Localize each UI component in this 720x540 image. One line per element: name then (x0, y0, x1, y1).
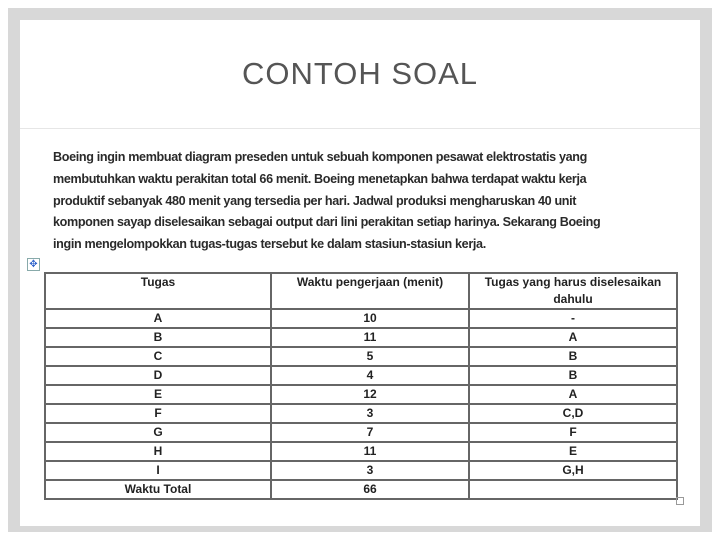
paragraph-line: membutuhkan waktu perakitan total 66 menit. Boeing menetapkan bahwa terdapat waktu kerja (53, 171, 587, 186)
table-cell: B (45, 328, 271, 347)
table-row (45, 480, 677, 499)
table-cell: A (45, 309, 271, 328)
table-cell: F (45, 404, 271, 423)
table-row (45, 347, 677, 366)
header-cell: Waktu pengerjaan (menit) (271, 273, 469, 309)
table-cell: 11 (271, 442, 469, 461)
problem-paragraph (53, 147, 693, 256)
table-cell: 11 (271, 328, 469, 347)
table-cell: 4 (271, 366, 469, 385)
table-cell: H (45, 442, 271, 461)
table-cell: B (469, 347, 677, 366)
table-cell: F (469, 423, 677, 442)
table-cell: G (45, 423, 271, 442)
table-cell: 7 (271, 423, 469, 442)
table-resize-handle[interactable] (676, 497, 684, 505)
table-row (45, 366, 677, 385)
table-cell: B (469, 366, 677, 385)
table-cell: 12 (271, 385, 469, 404)
table-row (45, 385, 677, 404)
table-cell: 5 (271, 347, 469, 366)
table-cell: E (469, 442, 677, 461)
table-cell: C (45, 347, 271, 366)
table-cell (469, 480, 677, 499)
table-cell: Waktu Total (45, 480, 271, 499)
table-cell: 66 (271, 480, 469, 499)
table-row (45, 309, 677, 328)
table-cell: A (469, 328, 677, 347)
paragraph-line: Boeing ingin membuat diagram preseden untuk sebuah komponen pesawat elektrostatis yang (53, 150, 587, 164)
table-cell: D (45, 366, 271, 385)
task-table (44, 272, 678, 500)
slide-title: CONTOH SOAL (241, 56, 479, 91)
table-cell: G,H (469, 461, 677, 480)
table-cell: I (45, 461, 271, 480)
table-move-handle-icon[interactable]: ✥ (27, 258, 40, 271)
header-cell: Tugas yang harus diselesaikan dahulu (469, 273, 677, 309)
table-cell: 10 (271, 309, 469, 328)
header-cell: Tugas (45, 273, 271, 309)
table-cell: C,D (469, 404, 677, 423)
table-cell: - (469, 309, 677, 328)
paragraph-line: produktif sebanyak 480 menit yang tersedia per hari. Jadwal produksi mengharuskan 40 unit (53, 193, 577, 208)
table-row (45, 461, 677, 480)
table-row (45, 328, 677, 347)
table-cell: 3 (271, 461, 469, 480)
paragraph-line: ingin mengelompokkan tugas-tugas tersebut ke dalam stasiun-stasiun kerja. (53, 237, 486, 252)
table-row (45, 423, 677, 442)
paragraph-line: komponen sayap diselesaikan sebagai output dari lini perakitan setiap harinya. Sekarang Boeing (53, 215, 601, 230)
table-header-row (45, 273, 677, 309)
table-cell: E (45, 385, 271, 404)
table-row (45, 442, 677, 461)
table-cell: A (469, 385, 677, 404)
table-cell: 3 (271, 404, 469, 423)
table-row (45, 404, 677, 423)
